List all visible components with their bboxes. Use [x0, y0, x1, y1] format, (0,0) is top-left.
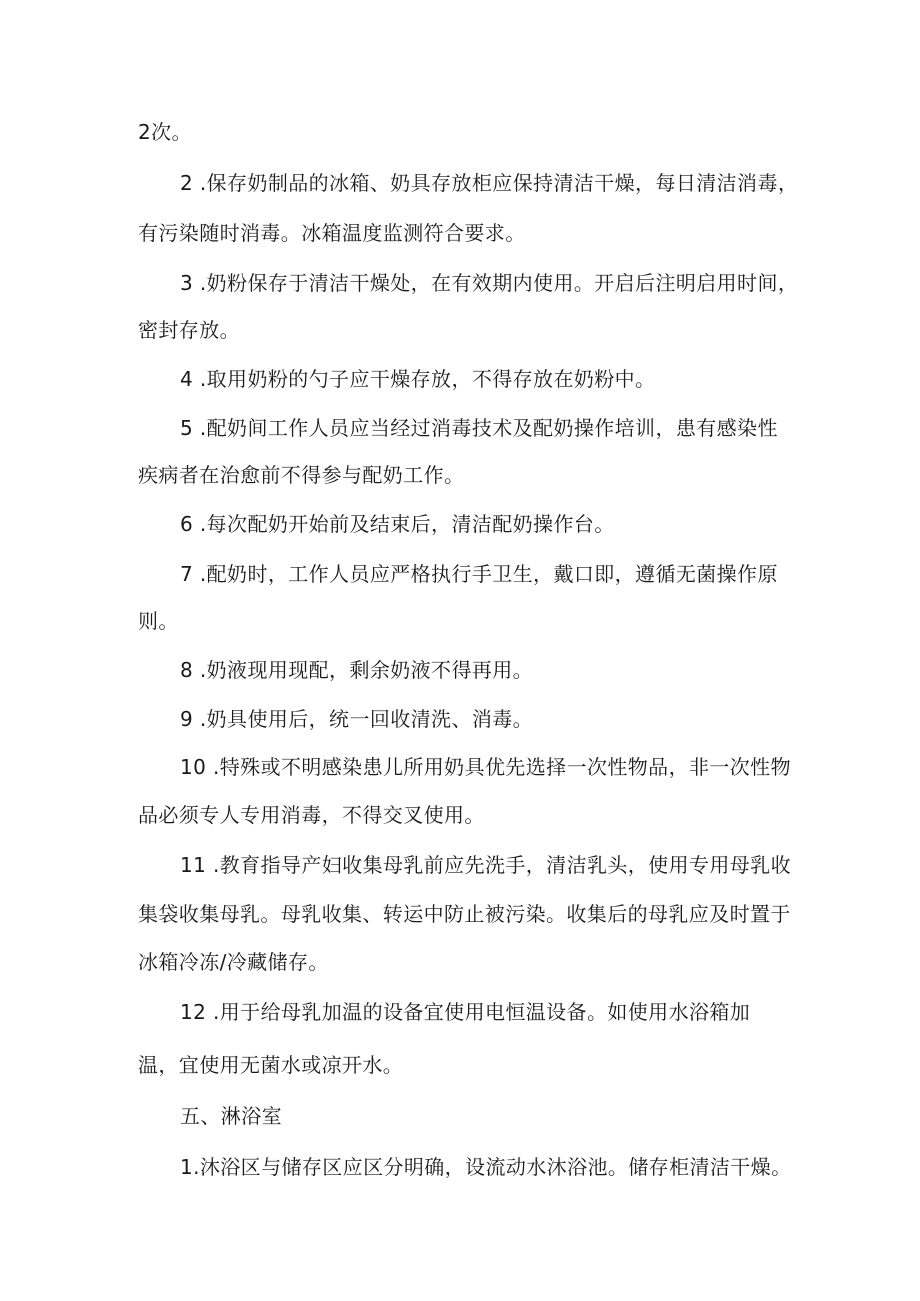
text-line: 11 .教育指导产妇收集母乳前应先洗手，清洁乳头，使用专用母乳收	[180, 853, 791, 877]
text-line: 3 .奶粉保存于清洁干燥处，在有效期内使用。开启后注明启用时间，	[180, 271, 799, 295]
text-line: 品必须专人专用消毒，不得交叉使用。	[138, 803, 485, 827]
text-line: 则。	[138, 609, 179, 633]
text-line: 9 .奶具使用后，统一回收清洗、消毒。	[180, 707, 534, 731]
text-line: 密封存放。	[138, 318, 240, 342]
text-line: 2次。	[138, 120, 192, 144]
text-line: 集袋收集母乳。母乳收集、转运中防止被污染。收集后的母乳应及时置于	[138, 902, 791, 926]
text-line: 10 .特殊或不明感染患儿所用奶具优先选择一次性物品，非一次性物	[180, 755, 791, 779]
text-line: 5 .配奶间工作人员应当经过消毒技术及配奶操作培训，患有感染性	[180, 416, 778, 440]
text-line: 1.沐浴区与储存区应区分明确，设流动水沐浴池。储存柜清洁干燥。	[180, 1155, 792, 1179]
text-line: 温，宜使用无菌水或凉开水。	[138, 1053, 404, 1077]
text-line: 12 .用于给母乳加温的设备宜使用电恒温设备。如使用水浴箱加	[180, 1000, 751, 1024]
text-line: 6 .每次配奶开始前及结束后，清洁配奶操作台。	[180, 512, 615, 536]
text-line: 4 .取用奶粉的勺子应干燥存放，不得存放在奶粉中。	[180, 367, 656, 391]
text-line: 有污染随时消毒。冰箱温度监测符合要求。	[138, 221, 526, 245]
text-line: 2 .保存奶制品的冰箱、奶具存放柜应保持清洁干燥，每日清洁消毒，	[180, 171, 799, 195]
section-heading: 五、淋浴室	[180, 1104, 282, 1128]
text-line: 冰箱冷冻/冷藏储存。	[138, 950, 329, 974]
text-line: 7 .配奶时，工作人员应严格执行手卫生，戴口即，遵循无菌操作原	[180, 562, 778, 586]
text-line: 8 .奶液现用现配，剩余奶液不得再用。	[180, 658, 534, 682]
text-line: 疾病者在治愈前不得参与配奶工作。	[138, 463, 465, 487]
